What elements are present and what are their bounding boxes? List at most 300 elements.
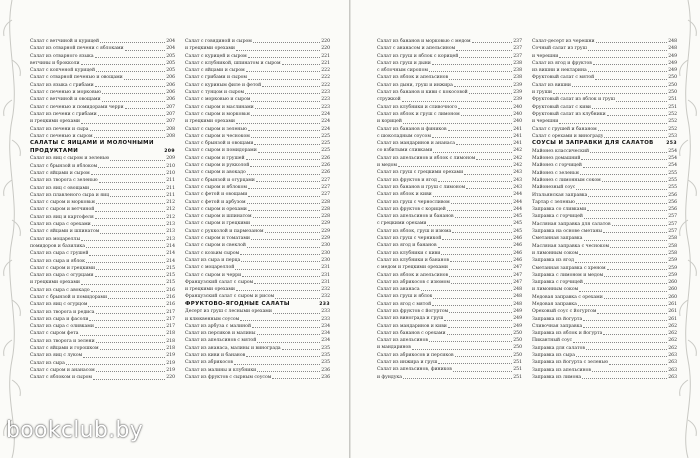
toc-dot-leader	[99, 182, 166, 183]
toc-entry-title: Сметанная заправка с хреном	[532, 265, 606, 271]
toc-entry-title: Салат-десерт из черешни	[532, 39, 595, 44]
toc-dot-leader	[449, 276, 512, 277]
toc-page-number: 247	[513, 279, 522, 285]
toc-page-number: 205	[166, 68, 175, 74]
toc-dot-leader	[590, 152, 667, 153]
toc-page-number: 219	[166, 360, 175, 366]
toc-entry	[377, 111, 522, 118]
toc-page-number: 217	[166, 324, 175, 330]
toc-entry-title: Заправка для салатов	[532, 345, 585, 351]
toc-section-heading	[185, 301, 330, 309]
toc-page-number: 223	[321, 90, 330, 96]
toc-entry	[377, 191, 522, 198]
toc-dot-leader	[246, 71, 320, 72]
toc-page-number: 206	[166, 82, 175, 88]
toc-dot-leader	[604, 298, 667, 299]
toc-dot-leader	[125, 108, 166, 109]
toc-page-number: 256	[668, 192, 677, 198]
toc-entry-title: Салат из сыра с орехами	[30, 222, 91, 228]
toc-entry-title: с грецкими орехами	[377, 221, 427, 227]
toc-dot-leader	[586, 349, 667, 350]
toc-dot-leader	[575, 262, 667, 263]
toc-entry-title: Салат из бананов и киви с кокосовой	[377, 90, 468, 96]
toc-entry-title: Фруктовый салат с мятой	[532, 75, 595, 81]
toc-page-number: 224	[321, 126, 330, 132]
toc-page-number: 262	[668, 345, 677, 351]
toc-dot-leader	[559, 57, 667, 58]
toc-entry	[30, 374, 175, 381]
toc-entry-title: и грецкими орехами	[30, 280, 80, 286]
toc-page-number: 258	[668, 250, 677, 256]
toc-entry	[377, 38, 522, 45]
toc-entry	[377, 213, 522, 220]
toc-entry-title: Салат из бананов и груш с лимоном	[377, 184, 466, 190]
toc-dot-leader	[553, 93, 667, 94]
toc-entry	[377, 184, 522, 191]
toc-page-number: 209	[166, 156, 175, 162]
toc-entry	[30, 221, 175, 228]
toc-dot-leader	[596, 42, 668, 43]
toc-page-number: 246	[513, 236, 522, 242]
toc-dot-leader	[236, 123, 320, 124]
toc-entry-title: Салат из дыни, груш и инжира	[377, 82, 453, 88]
toc-page-number: 243	[513, 170, 522, 176]
toc-entry	[185, 330, 330, 337]
toc-entry	[185, 272, 330, 279]
toc-entry-title: Салат с яйцами и сыром	[185, 68, 245, 74]
toc-entry-title: Салат из сыра с огурцами	[30, 273, 94, 279]
toc-page-number: 226	[321, 155, 330, 161]
toc-dot-leader	[290, 301, 319, 309]
toc-dot-leader	[235, 269, 320, 270]
toc-entry	[185, 162, 330, 169]
toc-entry	[532, 162, 677, 169]
toc-entry	[185, 337, 330, 344]
toc-entry-title: Салат из фруктов с йогуртом	[377, 308, 449, 314]
toc-entry	[377, 242, 522, 249]
toc-entry	[532, 192, 677, 199]
toc-entry	[30, 126, 175, 133]
toc-dot-leader	[247, 247, 320, 248]
toc-page-number: 251	[513, 367, 522, 373]
toc-dot-leader	[247, 174, 320, 175]
toc-dot-leader	[124, 79, 166, 80]
toc-section-heading	[30, 140, 175, 148]
toc-dot-leader	[447, 334, 513, 335]
toc-page-number: 214	[166, 251, 175, 257]
toc-dot-leader	[245, 93, 320, 94]
toc-entry-title: и клюквенным соусом	[185, 316, 240, 322]
toc-entry	[30, 214, 175, 221]
toc-page-number: 214	[166, 243, 175, 249]
toc-entry-title: и груши	[532, 90, 552, 96]
toc-entry-title: Салат из фруктов с сырным соусом	[185, 374, 272, 380]
toc-entry	[30, 323, 175, 330]
toc-entry-title: Салат с морковью и сыром	[185, 97, 251, 103]
toc-entry-title: Салат из апельсинов с мятой	[185, 338, 257, 344]
toc-entry	[185, 264, 330, 271]
toc-dot-leader	[451, 283, 512, 284]
toc-entry	[377, 323, 522, 330]
toc-entry	[30, 82, 175, 89]
toc-entry	[377, 293, 522, 300]
toc-dot-leader	[403, 123, 512, 124]
toc-entry	[532, 359, 677, 366]
toc-dot-leader	[583, 167, 667, 168]
toc-entry-title: Салат из сыра с авокадо	[30, 287, 90, 293]
toc-entry-title: Салат с курицей и сыром	[185, 53, 247, 59]
toc-page-number: 233	[319, 301, 330, 307]
toc-dot-leader	[100, 349, 166, 350]
toc-entry	[377, 199, 522, 206]
toc-entry	[377, 53, 522, 60]
toc-dot-leader	[265, 232, 321, 233]
toc-page-number: 216	[166, 287, 175, 293]
toc-entry	[185, 308, 330, 315]
toc-entry-title: Фруктовый салат из яблок и груш	[532, 97, 615, 103]
toc-entry-title: Салат из ананаса, малины и винограда	[185, 345, 281, 351]
toc-page-number: 233	[321, 316, 330, 322]
toc-page-number: 227	[321, 177, 330, 183]
toc-entry	[532, 38, 677, 45]
toc-entry	[532, 199, 677, 206]
toc-page-number: 215	[166, 280, 175, 286]
toc-entry	[532, 53, 677, 60]
toc-entry-title: Майонез с горчицей	[532, 163, 582, 169]
toc-dot-leader	[254, 144, 320, 145]
toc-entry	[185, 53, 330, 60]
toc-page-number: 213	[166, 236, 175, 242]
toc-page-number: 262	[668, 331, 677, 337]
toc-page-number: 250	[513, 352, 522, 358]
toc-entry	[532, 265, 677, 272]
toc-dot-leader	[95, 327, 165, 328]
toc-entry-title: Салат с сыром и морковью	[30, 200, 96, 206]
toc-dot-leader	[433, 298, 512, 299]
toc-entry	[30, 309, 175, 316]
toc-dot-leader	[282, 349, 321, 350]
toc-dot-leader	[461, 115, 513, 116]
toc-dot-leader	[81, 240, 165, 241]
toc-dot-leader	[583, 320, 667, 321]
toc-entry-title: Салат из груш и яблок	[377, 294, 433, 300]
toc-entry	[30, 258, 175, 265]
toc-entry	[185, 286, 330, 293]
toc-dot-leader	[93, 379, 165, 380]
toc-entry	[377, 169, 522, 176]
toc-entry-title: СОУСЫ И ЗАПРАВКИ ДЛЯ САЛАТОВ	[532, 140, 654, 147]
toc-dot-leader	[607, 115, 668, 116]
toc-entry	[30, 367, 175, 374]
toc-entry-title: Салат из ягод с мятой	[377, 301, 432, 307]
toc-entry-title: и грецкими орехами	[185, 46, 235, 52]
toc-entry	[377, 155, 522, 162]
toc-dot-leader	[247, 203, 321, 204]
toc-dot-leader	[102, 93, 165, 94]
toc-entry	[532, 96, 677, 103]
toc-dot-leader	[612, 225, 668, 226]
toc-entry	[532, 250, 677, 257]
toc-page-number: 247	[513, 265, 522, 271]
toc-entry-title: и лимонным соком	[532, 250, 579, 256]
toc-entry	[30, 360, 175, 367]
toc-page-number: 223	[321, 97, 330, 103]
toc-page-number: 214	[166, 258, 175, 264]
toc-entry	[30, 74, 175, 81]
toc-dot-leader	[453, 371, 512, 372]
toc-entry-title: Салат с сыром и шпинатом	[185, 214, 252, 220]
toc-entry	[30, 243, 175, 250]
toc-dot-leader	[248, 57, 320, 58]
toc-entry-title: Салат с сыром и орехами	[185, 206, 247, 212]
toc-entry	[185, 279, 330, 286]
toc-dot-leader	[110, 196, 165, 197]
toc-dot-leader	[584, 283, 667, 284]
toc-entry	[30, 53, 175, 60]
toc-dot-leader	[607, 269, 668, 270]
toc-entry	[30, 163, 175, 170]
toc-dot-leader	[603, 232, 667, 233]
toc-entry-title: Сочный салат из груш	[532, 46, 587, 52]
toc-page-number: 206	[166, 75, 175, 81]
toc-entry	[532, 133, 677, 140]
toc-page-number: 241	[513, 141, 522, 147]
toc-dot-leader	[89, 320, 165, 321]
toc-page-number: 253	[666, 141, 677, 147]
toc-dot-leader	[248, 210, 320, 211]
toc-entry	[377, 257, 522, 264]
toc-dot-leader	[96, 71, 165, 72]
toc-entry-title: Заправка из яблок и йогурта	[532, 331, 603, 337]
toc-entry	[377, 89, 522, 96]
toc-dot-leader	[584, 218, 667, 219]
toc-page-number: 208	[166, 126, 175, 132]
toc-page-number: 215	[166, 273, 175, 279]
toc-page-number: 217	[166, 309, 175, 315]
toc-dot-leader	[251, 101, 320, 102]
toc-entry-title: Салат из бананов и фиников	[377, 126, 447, 132]
toc-entry	[377, 104, 522, 111]
toc-dot-leader	[256, 181, 320, 182]
toc-entry	[377, 147, 522, 154]
toc-entry	[377, 374, 522, 381]
toc-page-number: 205	[166, 60, 175, 66]
toc-page-number: 235	[321, 360, 330, 366]
toc-page-number: 255	[668, 177, 677, 183]
toc-entry	[532, 126, 677, 133]
toc-entry	[377, 60, 522, 67]
toc-page-number: 205	[166, 53, 175, 59]
toc-dot-leader	[602, 181, 667, 182]
toc-entry	[532, 148, 677, 155]
toc-dot-leader	[454, 86, 512, 87]
toc-entry-title: Салат с фетой и овощами	[185, 192, 248, 198]
toc-dot-leader	[240, 254, 320, 255]
toc-entry-title: Французский салат с сыром и рисом	[185, 294, 275, 300]
toc-dot-leader	[438, 247, 513, 248]
toc-entry-title: Салат с грибами и сыром	[185, 75, 247, 81]
toc-dot-leader	[469, 93, 512, 94]
toc-entry-title: Салат из киви и бананов	[185, 353, 246, 359]
toc-entry-title: Заправка из лимона	[532, 374, 582, 380]
toc-entry-title: Салат из абрикосов с изюмом	[377, 279, 450, 285]
toc-entry	[377, 220, 522, 227]
toc-page-number: 211	[166, 178, 175, 184]
toc-page-number: 218	[166, 331, 175, 337]
toc-entry-title: Салат из печени с грибами	[30, 111, 97, 117]
toc-page-number: 231	[321, 265, 330, 271]
toc-page-number: 206	[166, 90, 175, 96]
toc-dot-leader	[581, 159, 667, 160]
toc-page-number: 239	[513, 82, 522, 88]
toc-entry	[532, 330, 677, 337]
toc-entry-title: Салат с клубникой, шпинатом и сыром	[185, 60, 281, 66]
toc-entry-title: Салат с отварной печенью и овощами	[30, 75, 123, 81]
toc-page-number: 248	[513, 301, 522, 307]
toc-entry	[185, 104, 330, 111]
toc-dot-leader	[81, 284, 165, 285]
toc-entry	[532, 286, 677, 293]
toc-page-number: 235	[321, 345, 330, 351]
toc-entry	[532, 67, 677, 74]
toc-page-number: 210	[166, 163, 175, 169]
toc-entry-title: Салат с фетой и арбузом	[185, 199, 246, 205]
toc-page-number: 229	[321, 228, 330, 234]
toc-entry-title: Салат из творога и редиса	[30, 309, 95, 315]
toc-entry	[30, 155, 175, 162]
toc-dot-leader	[421, 290, 513, 291]
toc-page-number: 231	[321, 272, 330, 278]
toc-entry	[185, 228, 330, 235]
toc-dot-leader	[154, 140, 175, 148]
toc-page-number: 204	[166, 46, 175, 52]
toc-page-number: 250	[513, 338, 522, 344]
toc-entry-title: Салат из фруктов с корицей	[377, 206, 446, 212]
toc-page-number: 260	[668, 294, 677, 300]
toc-dot-leader	[251, 239, 320, 240]
toc-entry	[30, 236, 175, 243]
toc-entry-title: Салат с сыром и грушей	[185, 155, 245, 161]
toc-entry	[532, 60, 677, 67]
toc-entry	[532, 308, 677, 315]
toc-page-number: 245	[513, 214, 522, 220]
toc-dot-leader	[98, 167, 165, 168]
toc-dot-leader	[96, 313, 166, 314]
toc-dot-leader	[251, 225, 320, 226]
toc-page-number: 261	[668, 301, 677, 307]
toc-entry-title: Салат из печени и сыра	[30, 126, 89, 132]
toc-page-number: 250	[513, 330, 522, 336]
toc-entry-title: Салат с грушей и бананом	[532, 126, 597, 132]
toc-dot-leader	[95, 211, 165, 212]
toc-entry	[185, 74, 330, 81]
toc-page-number: 218	[166, 338, 175, 344]
toc-dot-leader	[96, 371, 166, 372]
toc-dot-leader	[100, 233, 165, 234]
toc-entry	[185, 257, 330, 264]
toc-dot-leader	[429, 71, 512, 72]
toc-dot-leader	[595, 79, 667, 80]
toc-entry-title: Салат из ягод и фруктов	[532, 60, 592, 66]
toc-entry-title: Салат из груш с черникой	[377, 236, 442, 242]
toc-entry	[185, 140, 330, 147]
toc-entry-title: Салат из вишни	[532, 82, 571, 88]
toc-dot-leader	[472, 42, 513, 43]
toc-entry	[532, 177, 677, 184]
toc-entry-title: Салат с ананасом и апельсином	[377, 46, 456, 52]
toc-dot-leader	[616, 101, 667, 102]
toc-entry	[30, 185, 175, 192]
toc-entry-title: Салат из груш с грецкими орехами	[377, 170, 464, 176]
toc-page-number: 254	[668, 148, 677, 154]
toc-page-number: 245	[513, 228, 522, 234]
toc-dot-leader	[236, 50, 320, 51]
toc-entry-title: Салат из груш и яблок с корицей	[377, 53, 459, 59]
toc-entry	[377, 235, 522, 242]
toc-page-number: 222	[321, 82, 330, 88]
toc-dot-leader	[275, 298, 320, 299]
toc-page-number: 224	[321, 111, 330, 117]
toc-page-number: 248	[668, 46, 677, 52]
toc-entry	[30, 111, 175, 118]
toc-entry	[30, 45, 175, 52]
toc-entry	[30, 279, 175, 286]
toc-page-number: 230	[321, 257, 330, 263]
toc-entry-title: Салат из апельсинов, фиников	[377, 367, 452, 373]
toc-entry-title: Заправка из ягод	[532, 258, 574, 264]
toc-entry	[532, 74, 677, 81]
toc-page-number: 242	[513, 155, 522, 161]
toc-entry-title: Салат из груш и дыни	[377, 60, 431, 66]
toc-page-number: 252	[668, 111, 677, 117]
toc-entry-title: Салат с сыром и чесноком	[185, 133, 250, 139]
toc-page-number: 242	[513, 148, 522, 154]
toc-page-number: 220	[321, 39, 330, 44]
toc-entry	[377, 126, 522, 133]
toc-dot-leader	[125, 50, 166, 51]
toc-entry	[185, 316, 330, 323]
toc-page-number: 222	[321, 75, 330, 81]
toc-entry	[30, 104, 175, 111]
toc-entry	[30, 272, 175, 279]
toc-entry-title: Заправка на основе сметаны	[532, 229, 603, 235]
toc-entry	[30, 294, 175, 301]
toc-page-number: 249	[513, 308, 522, 314]
toc-page-number: 246	[513, 250, 522, 256]
toc-entry	[377, 359, 522, 366]
toc-entry-title: Салат из сыра и фасоли	[30, 316, 89, 322]
toc-page-number: 232	[321, 287, 330, 293]
toc-entry	[30, 38, 175, 45]
toc-page-number: 248	[668, 39, 677, 44]
toc-page-number: 213	[166, 229, 175, 235]
toc-dot-leader	[90, 189, 165, 190]
toc-entry-title: и грецкими орехами	[185, 287, 235, 293]
toc-section-heading	[30, 148, 175, 156]
toc-dot-leader	[242, 276, 320, 277]
toc-dot-leader	[257, 371, 320, 372]
toc-dot-leader	[248, 196, 320, 197]
toc-dot-leader	[456, 144, 512, 145]
toc-page-number: 244	[513, 199, 522, 205]
toc-page-number: 220	[166, 375, 175, 381]
toc-entry-title: ПРОДУКТАМИ	[30, 147, 79, 154]
toc-page-number: 256	[668, 207, 677, 213]
toc-entry	[532, 337, 677, 344]
toc-dot-leader	[254, 283, 320, 284]
toc-entry-title: Салат из бананов с орехами	[377, 330, 446, 336]
toc-entry	[30, 192, 175, 199]
